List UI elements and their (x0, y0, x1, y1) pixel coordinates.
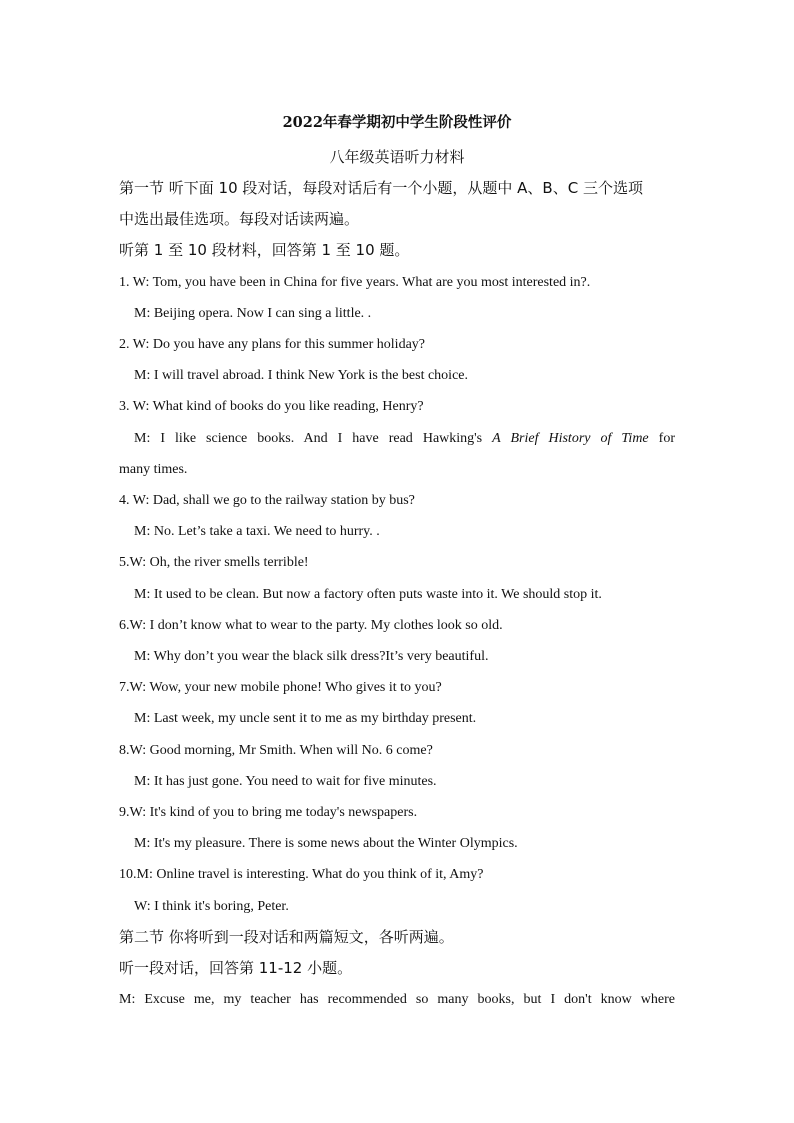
dialogue-4-speaker-b: M: No. Let’s take a taxi. We need to hurry. . (134, 524, 380, 540)
section2-heading: 第二节 你将听到一段对话和两篇短文，各听两遍。 (119, 927, 454, 946)
dialogue-3-speaker-b (119, 423, 675, 454)
section1-instruction: 听第 1 至 10 段材料，回答第 1 至 10 题。 (119, 241, 410, 260)
dialogue-8-speaker-b: M: It has just gone. You need to wait for five minutes. (134, 773, 437, 789)
dialogue-3-text-start: M: I like science books. And I have read Hawking's (134, 430, 493, 446)
dialogue-1-speaker-a: 1. W: Tom, you have been in China for five years. What are you most interested in?. (119, 274, 591, 290)
dialogue-3-speaker-a: 3. W: What kind of books do you like reading, Henry? (119, 399, 424, 415)
dialogue-4-speaker-a: 4. W: Dad, shall we go to the railway station by bus? (119, 493, 415, 509)
dialogue-7-speaker-b: M: Last week, my uncle sent it to me as my birthday present. (134, 711, 477, 727)
section2-instruction: 听一段对话，回答第 11-12 小题。 (119, 959, 353, 978)
dialogue-10-speaker-b: W: I think it's boring, Peter. (134, 898, 289, 914)
dialogue-2-speaker-b: M: I will travel abroad. I think New York is the best choice. (134, 368, 468, 384)
book-title: A Brief History of Time (492, 430, 649, 446)
section1-heading-continued: 中选出最佳选项。每段对话读两遍。 (119, 210, 360, 229)
dialogue-3-continuation: many times. (119, 461, 188, 477)
dialogue-6-speaker-a: 6.W: I don’t know what to wear to the party. My clothes look so old. (119, 617, 503, 633)
document-body (119, 108, 675, 1015)
dialogue-2-speaker-a: 2. W: Do you have any plans for this summer holiday? (119, 337, 425, 353)
dialogue-9-speaker-b: M: It's my pleasure. There is some news about the Winter Olympics. (134, 836, 518, 852)
dialogue-8-speaker-a: 8.W: Good morning, Mr Smith. When will No. 6 come? (119, 742, 433, 758)
dialogue-5-speaker-a: 5.W: Oh, the river smells terrible! (119, 555, 309, 571)
dialogue-3-text-end: for (648, 430, 676, 446)
dialogue-1-speaker-b: M: Beijing opera. Now I can sing a little. . (134, 305, 372, 321)
dialogue-6-speaker-b: M: Why don’t you wear the black silk dress?It’s very beautiful. (134, 649, 489, 665)
dialogue-5-speaker-b: M: It used to be clean. But now a factory often puts waste into it. We should stop it. (134, 586, 602, 602)
dialogue-9-speaker-a: 9.W: It's kind of you to bring me today's newspapers. (119, 805, 418, 821)
document-title: 2022年春学期初中学生阶段性评价 (282, 114, 512, 131)
section1-heading: 第一节 听下面 10 段对话，每段对话后有一个小题，从题中 A、B、C 三个选项 (119, 179, 643, 197)
section2-dialogue-line: M: Excuse me, my teacher has recommended so many books, but I don't know where (119, 992, 675, 1008)
dialogue-10-speaker-a: 10.M: Online travel is interesting. What do you think of it, Amy? (119, 867, 484, 883)
document-subtitle: 八年级英语听力材料 (329, 148, 465, 166)
dialogue-list (119, 267, 675, 922)
dialogue-7-speaker-a: 7.W: Wow, your new mobile phone! Who gives it to you? (119, 680, 442, 696)
